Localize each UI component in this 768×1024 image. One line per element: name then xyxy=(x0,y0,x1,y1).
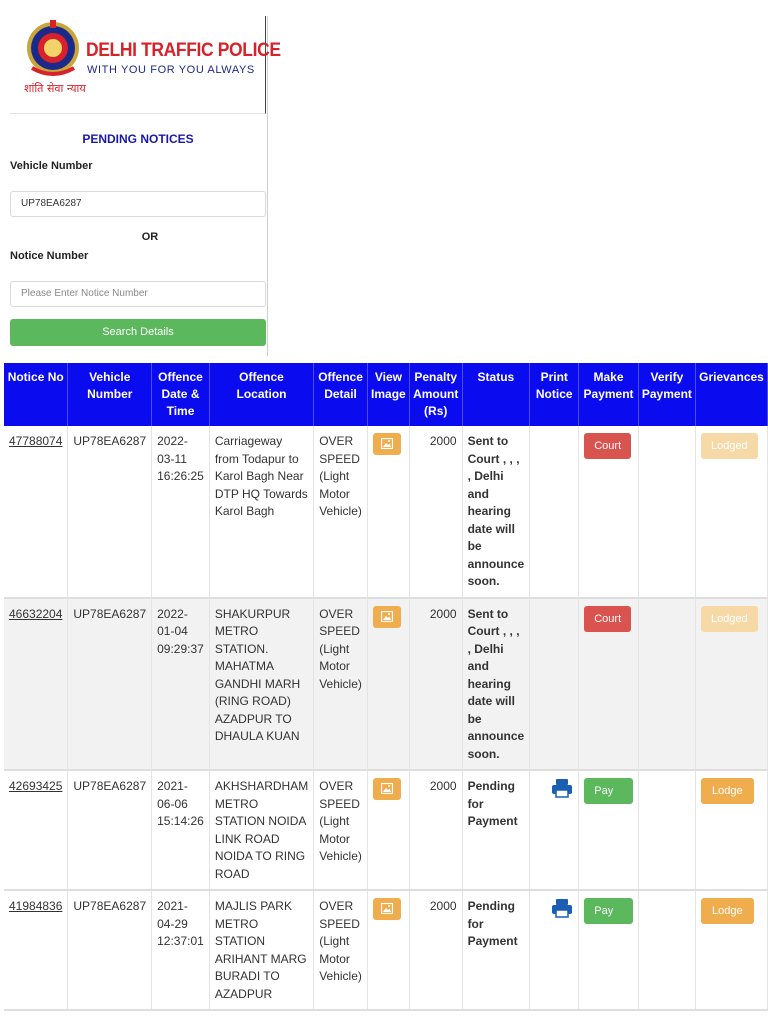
col-print-notice: Print Notice xyxy=(530,363,579,426)
col-penalty-amount: Penalty Amount (Rs) xyxy=(409,363,462,426)
police-emblem-icon xyxy=(24,18,82,80)
col-offence-date: Offence Date & Time xyxy=(152,363,210,426)
table-row xyxy=(4,598,768,771)
offence-date-cell: 2022-01-04 09:29:37 xyxy=(152,598,210,771)
vehicle-number-cell: UP78EA6287 xyxy=(68,598,152,771)
offence-date-cell: 2022-03-11 16:26:25 xyxy=(152,426,210,598)
vehicle-number-cell: UP78EA6287 xyxy=(68,770,152,890)
pending-notices-table xyxy=(4,363,768,1011)
offence-location-cell: AKHSHARDHAM METRO STATION NOIDA LINK ROAD NOIDA TO RING ROAD xyxy=(209,770,313,890)
view-image-button[interactable] xyxy=(373,778,401,800)
brand-title: DELHI TRAFFIC POLICE xyxy=(86,40,281,61)
verify-payment-cell xyxy=(638,598,695,771)
offence-detail-cell: OVER SPEED (Light Motor Vehicle) xyxy=(314,770,368,890)
status-cell: Pending for Payment xyxy=(462,770,530,890)
notice-number-link[interactable]: 41984836 xyxy=(9,899,63,913)
view-image-button[interactable] xyxy=(373,433,401,455)
notice-number-link[interactable]: 47788074 xyxy=(9,434,63,448)
verify-payment-cell xyxy=(638,426,695,598)
view-image-button[interactable] xyxy=(373,606,401,628)
table-row xyxy=(4,770,768,890)
or-separator: OR xyxy=(141,231,159,243)
pay-now-button[interactable]: Pay Now xyxy=(584,778,633,804)
notice-number-input[interactable]: Please Enter Notice Number xyxy=(10,281,266,307)
court-button[interactable]: Court xyxy=(584,606,631,632)
vehicle-number-label: Vehicle Number xyxy=(10,160,93,172)
vehicle-number-cell: UP78EA6287 xyxy=(68,426,152,598)
lodge-button[interactable]: Lodge xyxy=(701,778,754,804)
penalty-amount-cell: 2000 xyxy=(409,598,462,771)
image-icon xyxy=(381,438,393,449)
penalty-amount-cell: 2000 xyxy=(409,426,462,598)
print-icon[interactable] xyxy=(551,898,573,918)
lodged-button[interactable]: Lodged xyxy=(701,606,758,632)
col-offence-location: Offence Location xyxy=(209,363,313,426)
col-view-image: View Image xyxy=(367,363,409,426)
panel-title: PENDING NOTICES xyxy=(82,132,194,146)
col-verify-payment: Verify Payment xyxy=(638,363,695,426)
verify-payment-cell xyxy=(638,770,695,890)
col-vehicle-number: Vehicle Number xyxy=(68,363,152,426)
view-image-button[interactable] xyxy=(373,898,401,920)
notice-number-link[interactable]: 46632204 xyxy=(9,606,63,621)
offence-detail-cell: OVER SPEED (Light Motor Vehicle) xyxy=(314,890,368,1010)
col-make-payment: Make Payment xyxy=(579,363,639,426)
logo-header xyxy=(10,16,281,114)
search-panel xyxy=(10,16,281,356)
penalty-amount-cell: 2000 xyxy=(409,770,462,890)
col-notice-no: Notice No xyxy=(4,363,68,426)
vehicle-number-input[interactable]: UP78EA6287 xyxy=(10,191,266,217)
offence-location-cell: MAJLIS PARK METRO STATION ARIHANT MARG BURADI TO AZADPUR xyxy=(209,890,313,1010)
lodged-button[interactable]: Lodged xyxy=(701,433,758,459)
status-cell: Pending for Payment xyxy=(462,890,530,1010)
lodge-button[interactable]: Lodge xyxy=(701,898,754,924)
verify-payment-cell xyxy=(638,890,695,1010)
offence-location-cell: Carriageway from Todapur to Karol Bagh Near DTP HQ Towards Karol Bagh xyxy=(209,426,313,598)
offence-date-cell: 2021-04-29 12:37:01 xyxy=(152,890,210,1010)
print-notice-cell xyxy=(530,426,579,598)
image-icon xyxy=(381,903,393,914)
search-details-button[interactable]: Search Details xyxy=(10,319,266,346)
notice-number-label: Notice Number xyxy=(10,250,89,262)
print-icon[interactable] xyxy=(551,778,573,798)
status-cell: Sent to Court , , , , Delhi and hearing date will be announce soon. xyxy=(462,426,530,598)
offence-detail-cell: OVER SPEED (Light Motor Vehicle) xyxy=(314,426,368,598)
pay-now-button[interactable]: Pay Now xyxy=(584,898,633,924)
offence-detail-cell: OVER SPEED (Light Motor Vehicle) xyxy=(314,598,368,771)
offence-location-cell: SHAKURPUR METRO STATION. MAHATMA GANDHI MARH (RING ROAD) AZADPUR TO DHAULA KUAN xyxy=(209,598,313,771)
offence-date-cell: 2021-06-06 15:14:26 xyxy=(152,770,210,890)
image-icon xyxy=(381,611,393,622)
brand-motto: शांति सेवा न्याय xyxy=(24,82,86,95)
court-button[interactable]: Court xyxy=(584,433,631,459)
table-row xyxy=(4,426,768,598)
status-cell: Sent to Court , , , , Delhi and hearing date will be announce soon. xyxy=(462,598,530,771)
table-header xyxy=(4,363,768,426)
penalty-amount-cell: 2000 xyxy=(409,890,462,1010)
table-row xyxy=(4,890,768,1010)
vehicle-number-cell: UP78EA6287 xyxy=(68,890,152,1010)
col-grievances: Grievances xyxy=(695,363,767,426)
col-status: Status xyxy=(462,363,530,426)
col-offence-detail: Offence Detail xyxy=(314,363,368,426)
print-notice-cell xyxy=(530,598,579,771)
image-icon xyxy=(381,783,393,794)
notice-number-link[interactable]: 42693425 xyxy=(9,779,63,793)
brand-tagline: WITH YOU FOR YOU ALWAYS xyxy=(87,64,255,76)
